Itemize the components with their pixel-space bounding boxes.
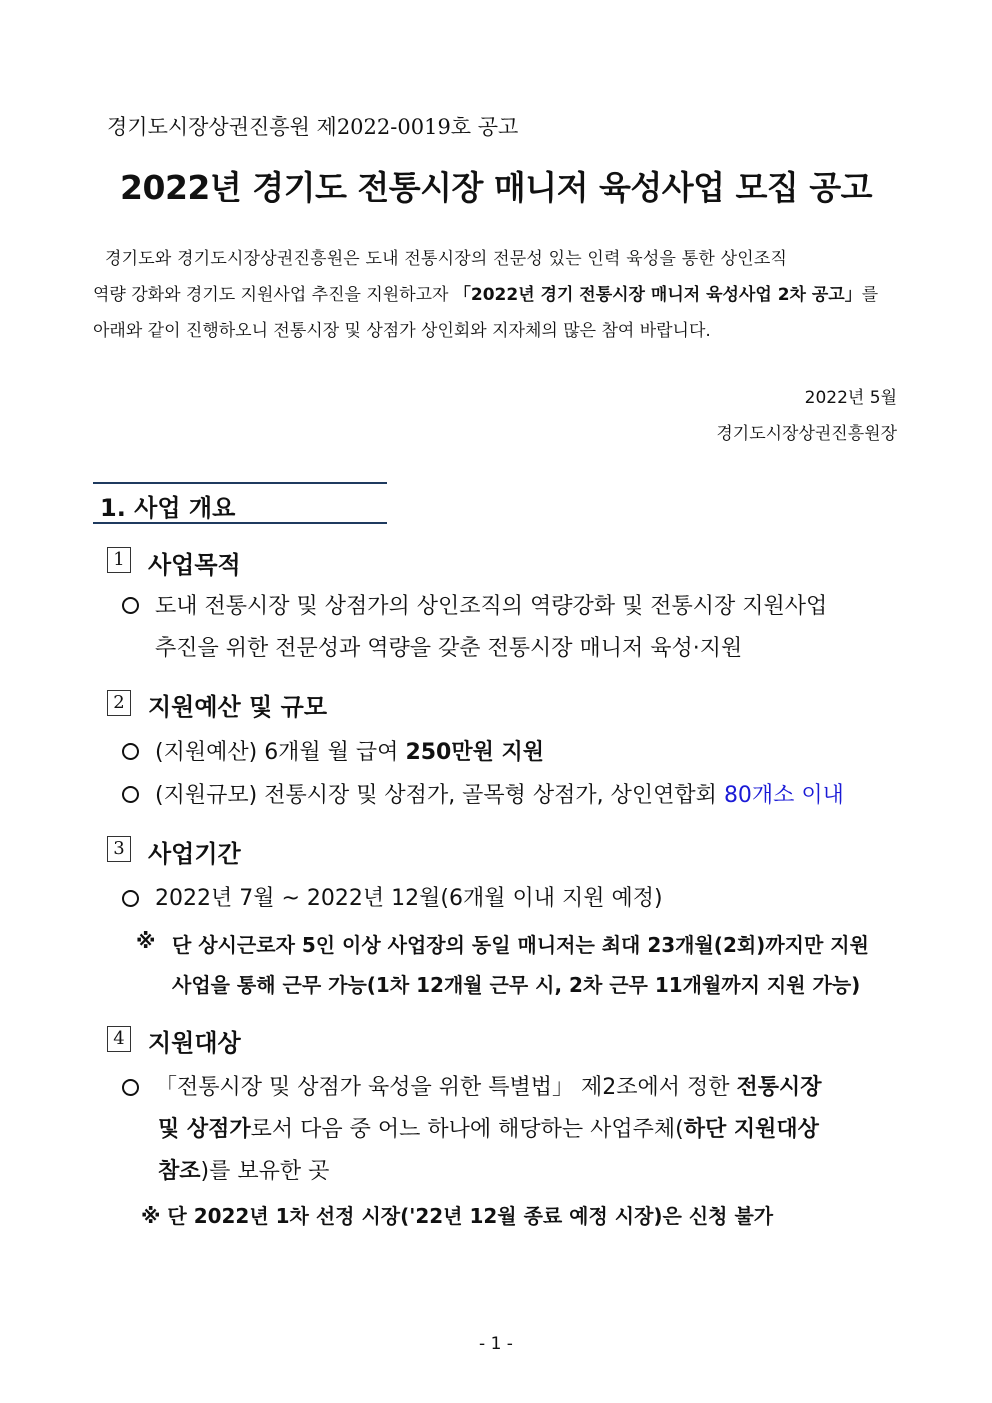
- section-heading-text: 1. 사업 개요: [100, 494, 236, 522]
- subsection-title: 사업목적: [148, 551, 241, 579]
- notice-number: 경기도시장상권진흥원 제2022-0019호 공고: [107, 115, 519, 139]
- intro-line-3: 아래와 같이 진행하오니 전통시장 및 상점가 상인회와 지자체의 많은 참여 바랍니다.: [93, 321, 711, 341]
- announcement-date: 2022년 5월: [804, 388, 897, 408]
- budget-text: 6개월 월 급여: [264, 740, 399, 765]
- subsection-title: 지원예산 및 규모: [148, 693, 327, 721]
- purpose-line-2: 추진을 위한 전문성과 역량을 갖춘 전통시장 매니저 육성·지원: [155, 636, 743, 661]
- bullet-circle-icon: [122, 1079, 139, 1096]
- intro-line-2: [93, 277, 899, 313]
- target-bold: 및 상점가: [158, 1117, 251, 1142]
- page-title: 2022년 경기도 전통시장 매니저 육성사업 모집 공고: [120, 168, 872, 207]
- target-text: 로서 다음 중 어느 하나에 해당하는 사업주체(: [250, 1117, 684, 1142]
- item-number-box: 2: [107, 690, 131, 716]
- scale-text: 전통시장 및 상점가, 골목형 상점가, 상인연합회: [264, 783, 717, 808]
- bullet-circle-icon: [122, 743, 139, 760]
- target-line-2: [158, 1112, 819, 1143]
- target-bold: 하단 지원대상: [683, 1117, 819, 1142]
- intro-line-2-text: 역량 강화와 경기도 지원사업 추진을 지원하고자: [93, 285, 454, 305]
- intro-line-2-suffix: 를: [861, 285, 879, 305]
- item-number-box: 4: [107, 1026, 131, 1052]
- subsection-title: 지원대상: [148, 1029, 241, 1057]
- target-bold: 참조: [158, 1159, 201, 1184]
- note-mark: ※: [136, 929, 156, 953]
- budget-label: (지원예산): [155, 740, 258, 765]
- scale-count: 80개소 이내: [723, 783, 844, 808]
- bullet-circle-icon: [122, 890, 139, 907]
- budget-line: [155, 735, 544, 766]
- scale-label: (지원규모): [155, 783, 258, 808]
- target-text: )를 보유한 곳: [200, 1159, 330, 1184]
- period-note-line-1: 단 상시근로자 5인 이상 사업장의 동일 매니저는 최대 23개월(2회)까지만 지원: [172, 933, 869, 957]
- section-heading: [93, 482, 387, 524]
- target-bold: 전통시장: [736, 1075, 822, 1100]
- intro-paragraph: [93, 241, 899, 349]
- issuer: 경기도시장상권진흥원장: [716, 424, 897, 444]
- period-note-line-2: 사업을 통해 근무 가능(1차 12개월 근무 시, 2차 근무 11개월까지 지원 가능): [172, 973, 861, 997]
- target-note: ※ 단 2022년 1차 선정 시장('22년 12월 종료 예정 시장)은 신청 불가: [141, 1204, 774, 1228]
- item-number-box: 1: [107, 547, 131, 573]
- item-number-box: 3: [107, 836, 131, 862]
- target-line-3: [158, 1154, 329, 1185]
- page-number: - 1 -: [479, 1334, 513, 1354]
- scale-line: [155, 778, 844, 809]
- bullet-circle-icon: [122, 597, 139, 614]
- bullet-circle-icon: [122, 786, 139, 803]
- purpose-line-1: 도내 전통시장 및 상점가의 상인조직의 역량강화 및 전통시장 지원사업: [155, 594, 828, 619]
- intro-program-name: 「2022년 경기 전통시장 매니저 육성사업 2차 공고」: [453, 285, 862, 305]
- intro-line-1: 경기도와 경기도시장상권진흥원은 도내 전통시장의 전문성 있는 인력 육성을 통한 상인조직: [105, 249, 788, 269]
- target-line-1: [155, 1070, 822, 1101]
- period-line: 2022년 7월 ~ 2022년 12월(6개월 이내 지원 예정): [155, 886, 663, 911]
- subsection-title: 사업기간: [148, 840, 241, 868]
- budget-amount: 250만원 지원: [405, 740, 545, 765]
- target-text: 「전통시장 및 상점가 육성을 위한 특별법」 제2조에서 정한: [155, 1075, 737, 1100]
